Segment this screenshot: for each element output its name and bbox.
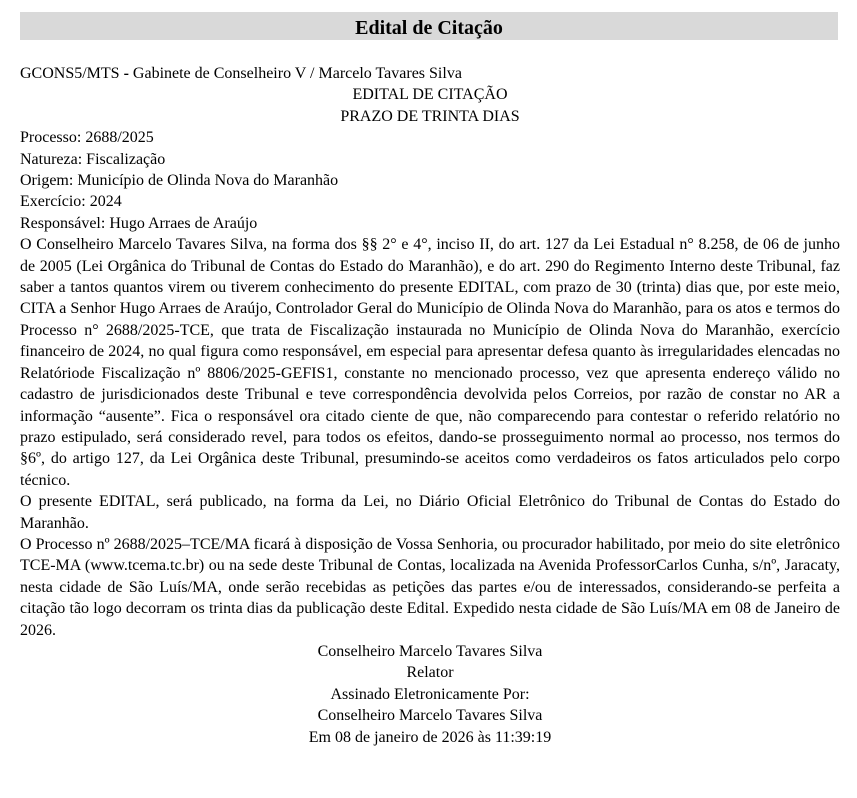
paragraph-citacao: O Conselheiro Marcelo Tavares Silva, na forma dos §§ 2° e 4°, inciso II, do art. 127 da Lei Estadual n° 8.258, de 06 de junho de 2005 (Lei Orgânica do Tribunal de Contas do Estado do Maranhão), e do art. 290 do Regimento Interno deste Tribunal, faz saber a tantos quantos virem ou tiverem conhecimento do presente EDITAL, com prazo de 30 (trinta) dias que, por este meio, CITA a Senhor Hugo Arraes de Araújo, Controlador Geral do Município de Olinda Nova do Maranhão, para os atos e termos do Processo n° 2688/2025-TCE, que trata de Fiscalização instaurada no Município de Olinda Nova do Maranhão, exercício financeiro de 2024, no qual figura como responsável, em especial para apresentar defesa quanto às irregularidades elencadas no Relatóriode Fiscalização nº 8806/2025-GEFIS1, constante no mencionado processo, vez que apresenta endereço válido no cadastro de jurisdicionados deste Tribunal e teve correspondência devolvida pelos Correios, por razão de constar no AR a informação “ausente”. Fica o responsável ora citado ciente de que, não comparecendo para contestar o referido relatório no prazo estipulado, será considerado revel, para todos os efeitos, dando-se prosseguimento normal ao processo, nos termos do §6º, do artigo 127, da Lei Orgânica deste Tribunal, presumindo-se aceitos como verdadeiros os fatos articulados pelo corpo técnico.: [20, 236, 840, 489]
gabinete-line: [20, 63, 840, 84]
gabinete-code: GCONS5/MTS: [20, 65, 120, 82]
paragraph-publicacao: O presente EDITAL, será publicado, na forma da Lei, no Diário Oficial Eletrônico do Tribunal de Contas do Estado do Maranhão.: [20, 493, 840, 532]
heading-prazo: PRAZO DE TRINTA DIAS: [340, 107, 520, 125]
field-processo: Processo: 2688/2025: [20, 129, 154, 147]
document-body: [20, 63, 840, 748]
field-exercicio: Exercício: 2024: [20, 193, 122, 211]
gabinete-separator: -: [119, 65, 133, 82]
field-natureza: Natureza: Fiscalização: [20, 150, 166, 168]
signature-electronic-label: Assinado Eletronicamente Por:: [330, 685, 530, 703]
field-origem: Origem: Município de Olinda Nova do Maranhão: [20, 172, 339, 190]
signature-name: Conselheiro Marcelo Tavares Silva: [317, 642, 543, 660]
document-title: Edital de Citação: [20, 12, 838, 40]
signature-electronic-name: Conselheiro Marcelo Tavares Silva: [317, 707, 543, 725]
gabinete-name: Gabinete de Conselheiro V / Marcelo Tavares Silva: [132, 65, 462, 82]
paragraph-disposicao: O Processo nº 2688/2025–TCE/MA ficará à disposição de Vossa Senhoria, ou procurador habilitado, por meio do site eletrônico TCE-MA (www.tcema.tc.br) ou na sede deste Tribunal de Contas, localizada na Avenida ProfessorCarlos Cunha, s/nº, Jaracaty, nesta cidade de São Luís/MA, onde serão recebidas as petições das partes e/ou de interessados, considerando-se perfeita a citação tão logo decorram os trinta dias da publicação deste Edital. Expedido nesta cidade de São Luís/MA em 08 de Janeiro de 2026.: [20, 535, 840, 639]
signature-datetime: Em 08 de janeiro de 2026 às 11:39:19: [308, 728, 552, 746]
signature-role: Relator: [406, 664, 454, 682]
heading-edital: EDITAL DE CITAÇÃO: [352, 86, 508, 104]
field-responsavel: Responsável: Hugo Arraes de Araújo: [20, 214, 258, 232]
